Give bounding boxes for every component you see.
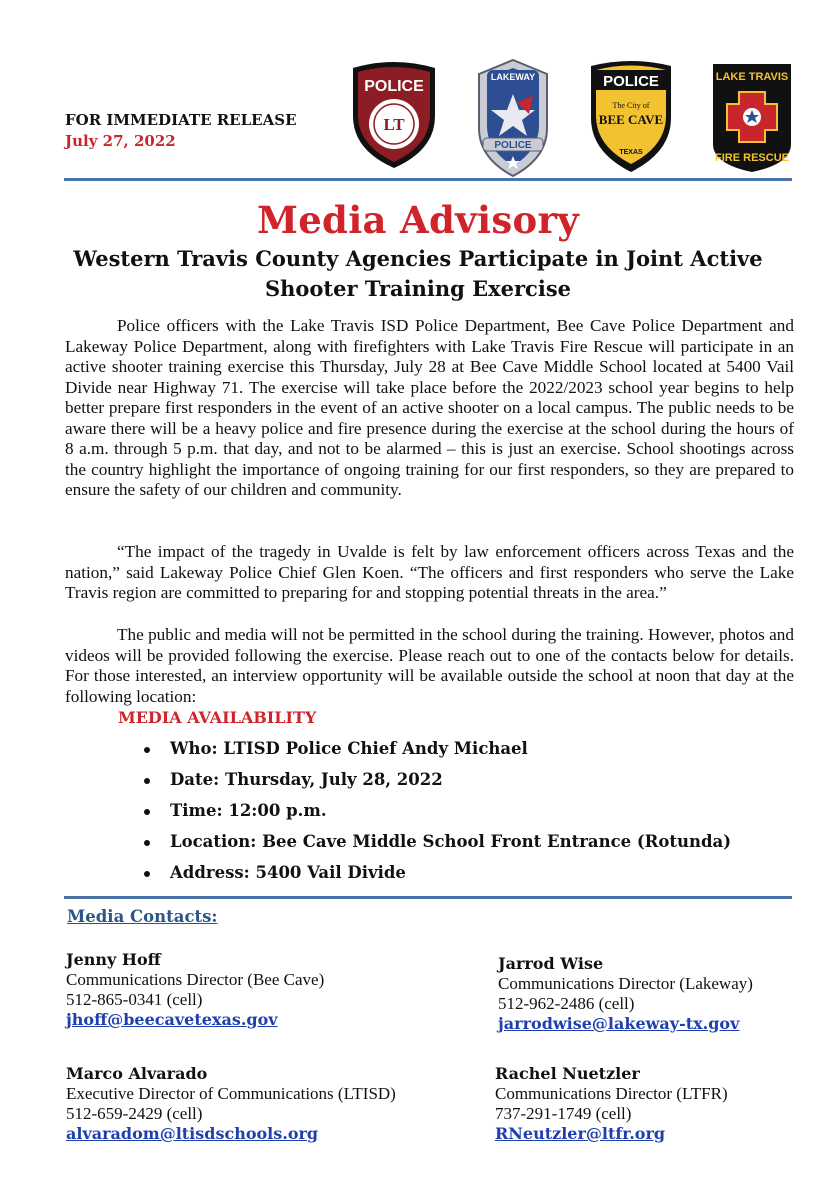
- lakeway-police-badge: [473, 58, 553, 178]
- release-block: [65, 110, 297, 152]
- contact-title: Communications Director (LTFR): [495, 1084, 728, 1103]
- bullet-icon: [144, 840, 150, 846]
- bullet-icon: [144, 747, 150, 753]
- list-item: Date: Thursday, July 28, 2022: [118, 769, 731, 800]
- contact-phone: 512-865-0341 (cell): [66, 990, 203, 1009]
- paragraph-1: Police officers with the Lake Travis ISD Police Department, Bee Cave Police Department and Lakeway Police Department, along with firefighters with Lake Travis Fire Rescue will participate in an active shooter training exercise this Thursday, July 28 at Bee Cave Middle School located at 5400 Vail Divide near Highway 71. The exercise will take place before the 2022/2023 school year begins to help better prepare first responders in the event of an active shooter on a local campus. The public needs to be aware there will be a heavy police and fire presence during the exercise at the school during the hours of 8 a.m. through 5 p.m. that day, and not to be alarmed – this is just an exercise. School shootings across the country highlight the importance of ongoing training for our first responders, so they are prepared to ensure the safety of our children and community.: [65, 316, 794, 499]
- bullet-icon: [144, 809, 150, 815]
- list-item: Time: 12:00 p.m.: [118, 800, 731, 831]
- contact-phone: 512-962-2486 (cell): [498, 994, 635, 1013]
- contact-phone: 737-291-1749 (cell): [495, 1104, 632, 1123]
- list-item: Location: Bee Cave Middle School Front Entrance (Rotunda): [118, 831, 731, 862]
- contact-title: Communications Director (Bee Cave): [66, 970, 325, 989]
- top-divider: [64, 178, 792, 181]
- bullet-icon: [144, 871, 150, 877]
- paragraph-2: “The impact of the tragedy in Uvalde is felt by law enforcement officers across Texas and the nation,” said Lakeway Police Chief Glen Koen. “The officers and first responders who serve the Lake Travis region are committed to preparing for and stopping potential threats in the area.”: [65, 542, 794, 602]
- media-contacts-heading: Media Contacts:: [67, 907, 218, 926]
- contact-email-link[interactable]: jhoff@beecavetexas.gov: [66, 1010, 278, 1029]
- contact-card: [66, 1064, 396, 1144]
- contact-title: Communications Director (Lakeway): [498, 974, 753, 993]
- contact-email-link[interactable]: alvaradom@ltisdschools.org: [66, 1124, 319, 1143]
- contact-title: Executive Director of Communications (LTISD): [66, 1084, 396, 1103]
- media-availability-heading: MEDIA AVAILABILITY: [118, 708, 317, 727]
- contact-email-link[interactable]: RNeutzler@ltfr.org: [495, 1124, 666, 1143]
- contact-name: Marco Alvarado: [66, 1064, 208, 1083]
- contact-name: Jarrod Wise: [498, 954, 604, 973]
- release-label: FOR IMMEDIATE RELEASE: [65, 111, 297, 129]
- contact-name: Jenny Hoff: [66, 950, 161, 969]
- beecave-badge-sub-text: The City of: [612, 101, 650, 110]
- ltfr-badge-top-text: LAKE TRAVIS: [715, 71, 789, 83]
- contact-card: [495, 1064, 728, 1144]
- beecave-badge-main-text: BEE CAVE: [598, 112, 664, 127]
- beecave-police-badge: [586, 58, 676, 174]
- beecave-badge-state-text: TEXAS: [619, 149, 643, 156]
- lakeway-badge-bottom-text: POLICE: [494, 140, 532, 151]
- contact-card: [498, 954, 753, 1034]
- paragraph-3: The public and media will not be permitted in the school during the training. However, photos and videos will be provided following the exercise. Please reach out to one of the contacts below for details. For those interested, an interview opportunity will be available outside the school at noon that day at the following location:: [65, 625, 794, 706]
- lakeway-badge-top-text: LAKEWAY: [490, 72, 536, 82]
- bottom-divider: [64, 896, 792, 899]
- ltfr-badge: [709, 58, 795, 174]
- contact-name: Rachel Nuetzler: [495, 1064, 640, 1083]
- ltfr-badge-bottom-text: FIRE RESCUE: [715, 152, 789, 164]
- subtitle-line-2: Shooter Training Exercise: [264, 276, 572, 301]
- list-item: Address: 5400 Vail Divide: [118, 862, 731, 893]
- subtitle-line-1: Western Travis County Agencies Participate in Joint Active: [73, 246, 763, 271]
- ltisd-badge-mono: LT: [383, 115, 405, 134]
- contact-card: [66, 950, 324, 1030]
- ltisd-police-badge: [347, 58, 441, 170]
- page-title: Media Advisory: [256, 198, 580, 242]
- ltisd-badge-top-text: POLICE: [364, 78, 424, 95]
- media-availability-list: [118, 738, 731, 893]
- beecave-badge-top-text: POLICE: [603, 73, 659, 90]
- contact-email-link[interactable]: jarrodwise@lakeway-tx.gov: [498, 1014, 740, 1033]
- bullet-icon: [144, 778, 150, 784]
- release-date: July 27, 2022: [65, 132, 176, 150]
- subtitle: [40, 244, 796, 304]
- contact-phone: 512-659-2429 (cell): [66, 1104, 203, 1123]
- list-item: Who: LTISD Police Chief Andy Michael: [118, 738, 731, 769]
